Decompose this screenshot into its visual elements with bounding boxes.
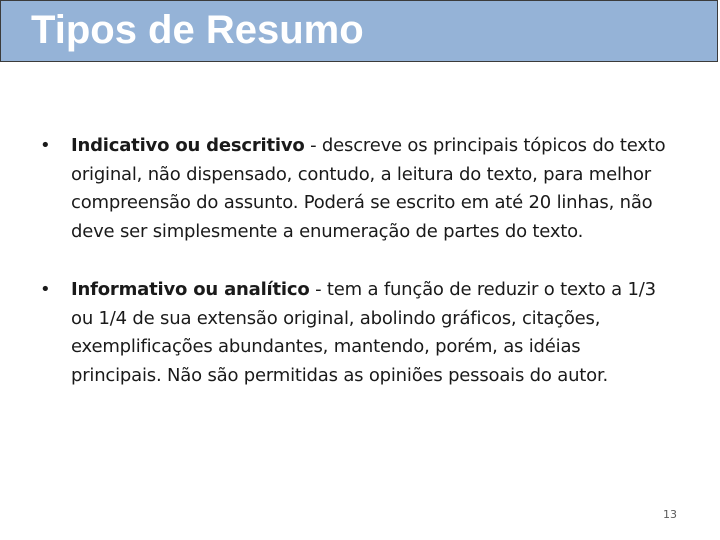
bullet-item-informativo (40, 276, 670, 390)
page-number: 13 (663, 508, 677, 521)
slide-title: Tipos de Resumo (31, 8, 364, 52)
bullet-marker: • (40, 135, 51, 156)
bullet-term: Informativo ou analítico (71, 279, 310, 300)
title-bar (0, 0, 718, 62)
bullet-text: - tem a função de reduzir o texto a 1/3 ou 1/4 de sua extensão original, abolindo gráficos, citações, exemplificações abundantes, mantendo, porém, as idéias principais. Não são permitidas as opiniões pessoais do autor. (71, 279, 656, 386)
bullet-item-indicativo (40, 132, 670, 246)
bullet-term: Indicativo ou descritivo (71, 135, 305, 156)
bullet-marker: • (40, 279, 51, 300)
bullet-text: - descreve os principais tópicos do texto original, não dispensado, contudo, a leitura do texto, para melhor compreensão do assunto. Poderá se escrito em até 20 linhas, não deve ser simplesmente a enumeração de partes do texto. (71, 135, 666, 242)
bullet-list (40, 132, 670, 390)
